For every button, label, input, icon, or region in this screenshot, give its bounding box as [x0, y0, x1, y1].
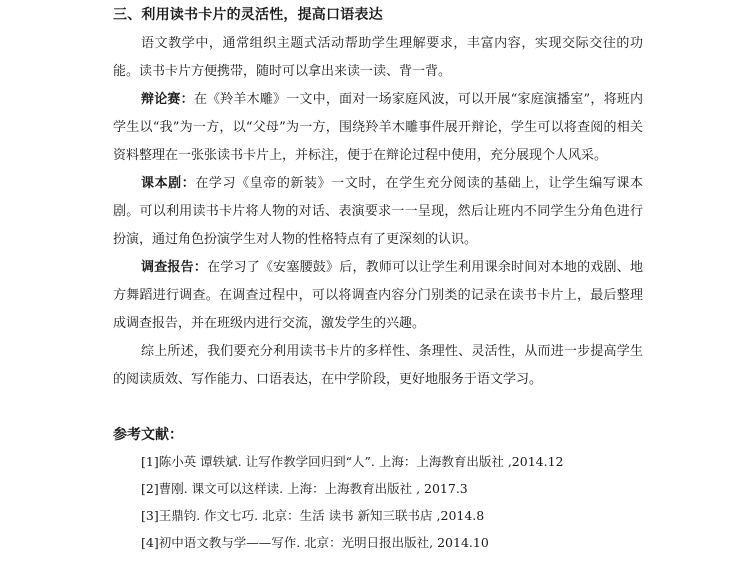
- survey-report-paragraph: [113, 254, 643, 338]
- intro-paragraph: [113, 30, 643, 86]
- paragraph-text: 在《羚羊木雕》一文中，面对一场家庭风波，可以开展“家庭演播室”，将班内学生以“我”为一方，以“父母”为一方，围绕羚羊木雕事件展开辩论，学生可以将查阅的相关资料整理在一张张读书卡片上，并标注，便于在辩论过程中使用，充分展现个人风采。: [113, 92, 643, 163]
- paragraph-text: 综上所述，我们要充分利用读书卡片的多样性、条理性、灵活性，从而进一步提高学生的阅读质效、写作能力、口语表达，在中学阶段，更好地服务于语文学习。: [113, 344, 643, 387]
- paragraph-term: 辩论赛：: [141, 92, 194, 107]
- textbook-drama-paragraph: [113, 170, 643, 254]
- paragraph-text: 在学习了《安塞腰鼓》后，教师可以让学生利用课余时间对本地的戏剧、地方舞蹈进行调查。在调查过程中，可以将调查内容分门别类的记录在读书卡片上，最后整理成调查报告，并在班级内进行交流，激发学生的兴趣。: [113, 260, 643, 331]
- reference-item: [2]曹刚. 课文可以这样读. 上海：上海教育出版社 , 2017.3: [141, 481, 468, 496]
- paragraph-term: 调查报告：: [141, 260, 208, 275]
- reference-item: [1]陈小英 谭轶斌. 让写作教学回归到“人”. 上海：上海教育出版社 ,2014.12: [141, 454, 564, 469]
- reference-item: [3]王鼎钧. 作文七巧. 北京：生活 读书 新知三联书店 ,2014.8: [141, 508, 485, 523]
- paragraph-text: 在学习《皇帝的新装》一文时，在学生充分阅读的基础上，让学生编写课本剧。可以利用读书卡片将人物的对话、表演要求一一呈现，然后让班内不同学生分角色进行扮演，通过角色扮演学生对人物的性格特点有了更深刻的认识。: [113, 176, 643, 247]
- debate-paragraph: [113, 86, 643, 170]
- paragraph-term: 课本剧：: [141, 176, 196, 191]
- section-heading: 三、利用读书卡片的灵活性，提高口语表达: [113, 7, 383, 23]
- paragraph-text: 语文教学中，通常组织主题式活动帮助学生理解要求，丰富内容，实现交际交往的功能。读书卡片方便携带，随时可以拿出来读一读、背一背。: [113, 36, 643, 79]
- references-title: 参考文献：: [113, 427, 183, 443]
- references-list: [141, 448, 564, 556]
- reference-item: [4]初中语文教与学——写作. 北京：光明日报出版社, 2014.10: [141, 535, 489, 550]
- conclusion-paragraph: [113, 338, 643, 394]
